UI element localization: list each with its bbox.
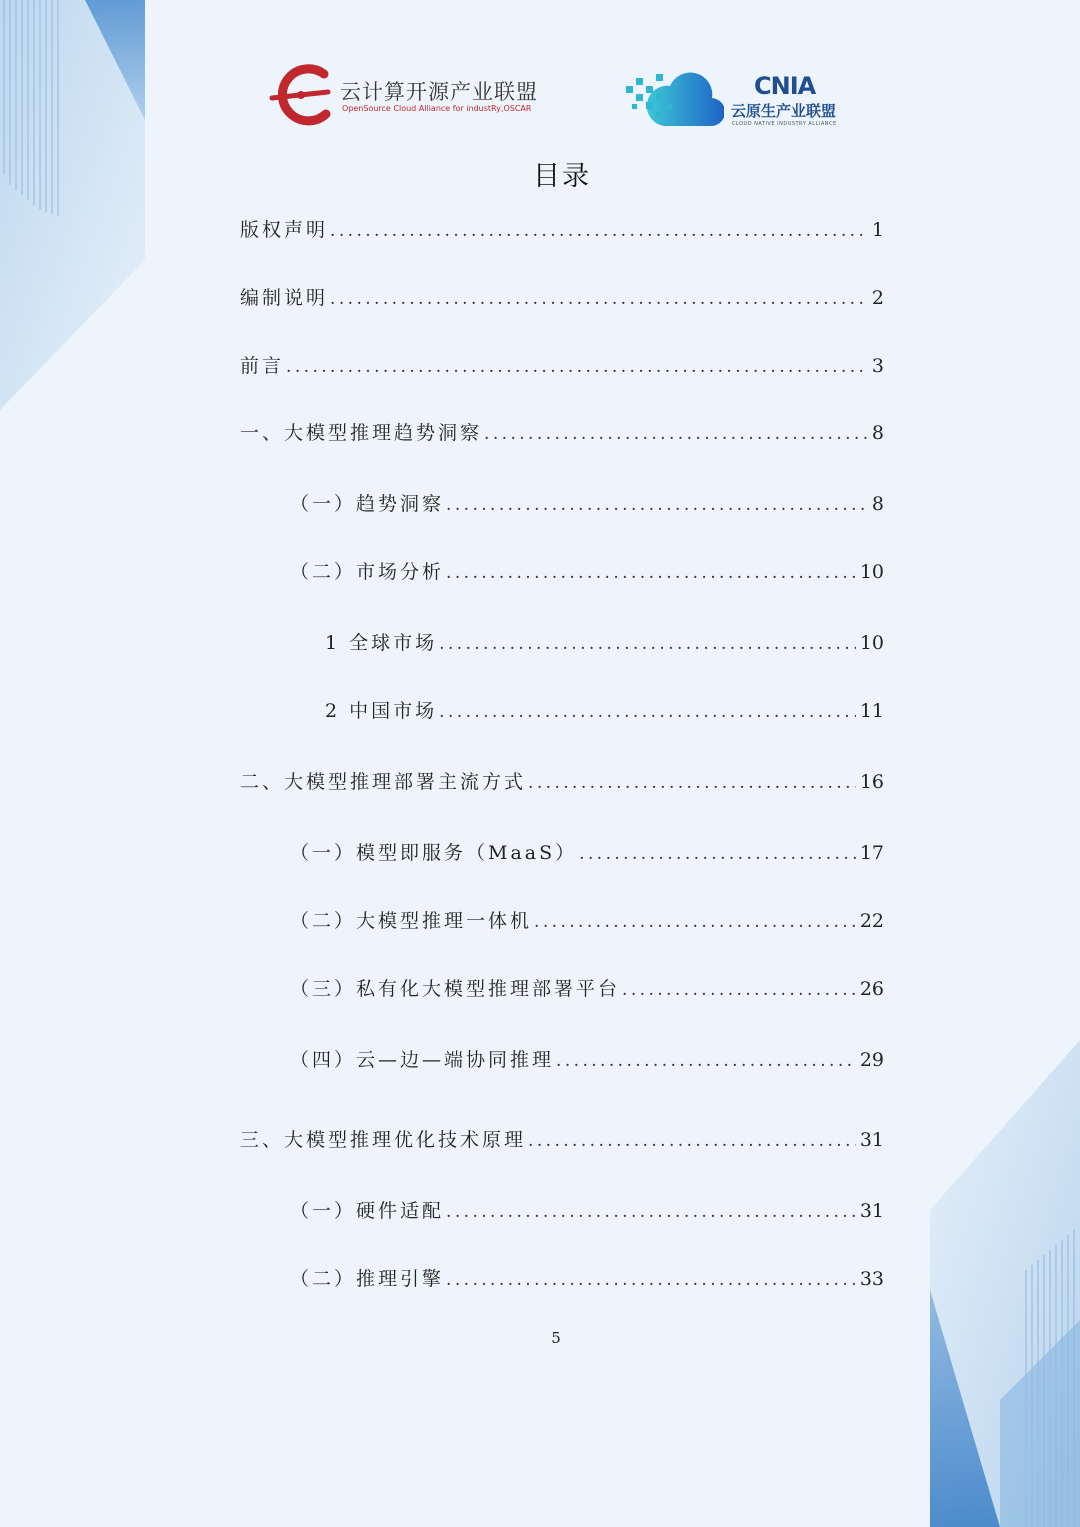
toc-entry-label: 1 全球市场 bbox=[325, 632, 438, 654]
toc-entry-label: （二）推理引擎 bbox=[290, 1268, 445, 1290]
toc-entry-label: （一）趋势洞察 bbox=[290, 493, 445, 515]
toc-entry-label: （四）云—边—端协同推理 bbox=[290, 1049, 555, 1071]
toc-entry-label: 二、大模型推理部署主流方式 bbox=[240, 771, 527, 793]
oscar-name-cn: 云计算开源产业联盟 bbox=[340, 80, 538, 104]
toc-entry-label: 三、大模型推理优化技术原理 bbox=[240, 1129, 527, 1151]
toc-entry[interactable] bbox=[290, 1197, 884, 1225]
toc-leader-dots bbox=[446, 1266, 856, 1294]
toc-entry-page: 8 bbox=[871, 422, 884, 444]
toc-leader-dots bbox=[534, 908, 856, 936]
toc-entry-page: 29 bbox=[859, 1049, 884, 1071]
toc-leader-dots bbox=[330, 285, 868, 313]
cnia-name-cn: 云原生产业联盟 bbox=[731, 102, 837, 120]
toc-entry-label: （一）模型即服务（MaaS） bbox=[290, 842, 578, 864]
toc-entry[interactable] bbox=[240, 768, 884, 796]
toc-entry-page: 16 bbox=[859, 771, 884, 793]
toc-entry-label: （二）市场分析 bbox=[290, 561, 445, 583]
page-number: 5 bbox=[551, 1329, 561, 1347]
oscar-name-en: OpenSource Cloud Alliance for industRy,OSCAR bbox=[342, 104, 532, 113]
toc-leader-dots bbox=[439, 630, 856, 658]
cnia-name-en: CLOUD NATIVE INDUSTRY ALLIANCE bbox=[732, 121, 837, 127]
cnia-abbr: CNIA bbox=[754, 72, 816, 100]
toc-entry[interactable] bbox=[290, 1046, 884, 1074]
toc-entry-page: 11 bbox=[859, 700, 884, 722]
toc-entry[interactable] bbox=[240, 216, 884, 244]
toc-entry-page: 10 bbox=[859, 632, 884, 654]
toc-leader-dots bbox=[446, 491, 868, 519]
cloud-pixel-icon bbox=[624, 64, 724, 130]
toc-entry-page: 33 bbox=[859, 1268, 884, 1290]
toc-entry-page: 26 bbox=[859, 978, 884, 1000]
toc-leader-dots bbox=[556, 1047, 856, 1075]
toc-leader-dots bbox=[439, 698, 856, 726]
oscar-logo bbox=[268, 64, 548, 130]
toc-entry-page: 22 bbox=[859, 910, 884, 932]
toc-entry-page: 8 bbox=[871, 493, 884, 515]
toc-entry[interactable] bbox=[325, 697, 884, 725]
toc-entry-label: 版权声明 bbox=[240, 219, 329, 241]
toc-leader-dots bbox=[330, 217, 868, 245]
toc-leader-dots bbox=[484, 420, 868, 448]
toc-leader-dots bbox=[528, 769, 856, 797]
toc-entry-label: （三）私有化大模型推理部署平台 bbox=[290, 978, 621, 1000]
toc-leader-dots bbox=[446, 559, 856, 587]
toc-entry[interactable] bbox=[240, 284, 884, 312]
cnia-logo bbox=[624, 64, 854, 130]
toc-entry-label: （二）大模型推理一体机 bbox=[290, 910, 533, 932]
toc-leader-dots bbox=[286, 353, 868, 381]
toc-entry-label: 一、大模型推理趋势洞察 bbox=[240, 422, 483, 444]
toc-entry-page: 1 bbox=[871, 219, 884, 241]
toc-entry[interactable] bbox=[325, 629, 884, 657]
toc-leader-dots bbox=[528, 1127, 856, 1155]
toc-entry[interactable] bbox=[290, 558, 884, 586]
toc-entry[interactable] bbox=[290, 1265, 884, 1293]
toc-leader-dots bbox=[446, 1198, 856, 1226]
toc-entry[interactable] bbox=[290, 490, 884, 518]
decor-bottom-right bbox=[900, 1040, 1080, 1527]
toc-leader-dots bbox=[622, 976, 856, 1004]
toc-entry-label: 编制说明 bbox=[240, 287, 329, 309]
oscar-e-icon bbox=[268, 64, 338, 130]
toc-title: 目录 bbox=[533, 161, 591, 192]
toc-entry-page: 3 bbox=[871, 355, 884, 377]
toc-entry-page: 31 bbox=[859, 1200, 884, 1222]
toc-entry-page: 10 bbox=[859, 561, 884, 583]
toc-entry-page: 2 bbox=[871, 287, 884, 309]
toc-entry[interactable] bbox=[290, 907, 884, 935]
header-logos bbox=[0, 60, 1080, 135]
toc-entry[interactable] bbox=[240, 419, 884, 447]
toc-entry[interactable] bbox=[240, 352, 884, 380]
toc-entry-label: 前言 bbox=[240, 355, 285, 377]
toc-leader-dots bbox=[579, 840, 856, 868]
toc-entry-label: 2 中国市场 bbox=[325, 700, 438, 722]
toc-entry-label: （一）硬件适配 bbox=[290, 1200, 445, 1222]
toc-entry-page: 31 bbox=[859, 1129, 884, 1151]
toc-entry-page: 17 bbox=[859, 842, 884, 864]
toc-entry[interactable] bbox=[240, 1126, 884, 1154]
toc-entry[interactable] bbox=[290, 839, 884, 867]
toc-entry[interactable] bbox=[290, 975, 884, 1003]
